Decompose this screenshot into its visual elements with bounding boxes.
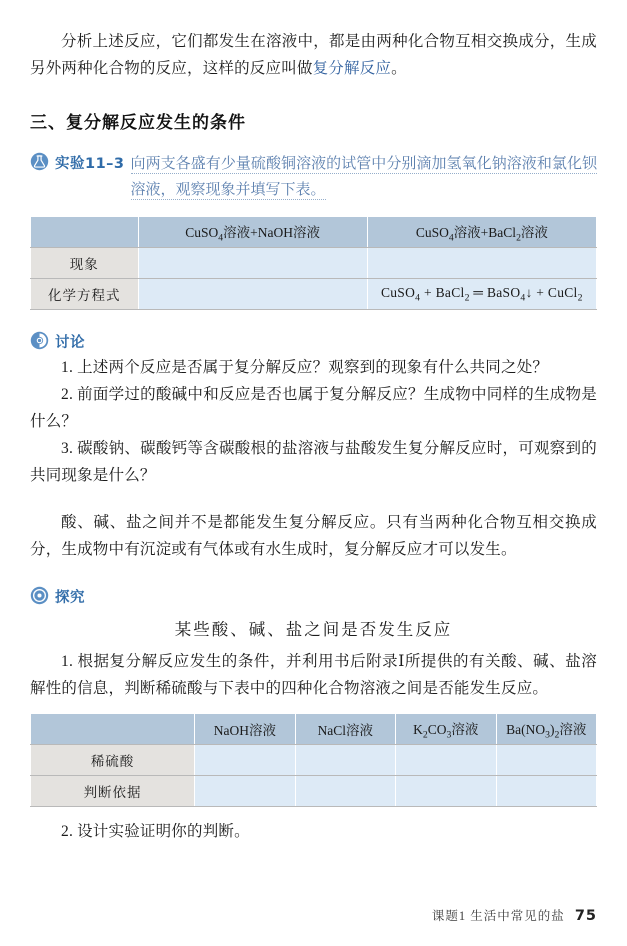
inquiry-table [30,713,597,807]
flask-icon [30,152,49,171]
table1-row0-label: 现象 [31,248,139,279]
table-header-row [31,217,597,248]
discussion-label: 讨论 [55,335,85,351]
inquiry-step-1: 1. 根据复分解反应发生的条件，并利用书后附录Ⅰ所提供的有关酸、碱、盐溶解性的信息，判断稀硫酸与下表中的四种化合物溶液之间是否能发生反应。 [30,653,597,697]
experiment-block [30,149,597,203]
inquiry-step-2: 2. 设计实验证明你的判断。 [61,823,250,840]
table2-header-col3: $K_2CO_3$溶液 [396,714,496,745]
discussion-item-1: 1. 上述两个反应是否属于复分解反应？观察到的现象有什么共同之处？ [61,359,549,376]
table1-row0-cell1[interactable] [367,248,596,279]
table2-row1-cell0[interactable] [195,776,295,807]
intro-text-before: 分析上述反应，它们都发生在溶液中，都是由两种化合物互相交换成分，生成另外两种化合物的反应，这样的反应叫做 [30,33,597,77]
inquiry-title: 某些酸、碱、盐之间是否发生反应 [174,620,453,639]
conclusion-paragraph: 酸、碱、盐之间并不是都能发生复分解反应。只有当两种化合物互相交换成分，生成物中有沉淀或有气体或有水生成时，复分解反应才可以发生。 [30,514,597,558]
section-heading: 三、复分解反应发生的条件 [30,113,246,133]
keyword-metathesis-reaction: 复分解反应 [312,60,392,77]
footer-topic: 课题1 生活中常见的盐 [431,909,565,923]
intro-text-after: 。 [391,60,407,77]
table2-row0-cell0[interactable] [195,745,295,776]
table-row [31,279,597,310]
table1-header-col2: CuSO$_4$溶液+BaCl$_2$溶液 [367,217,596,248]
discussion-item-2: 2. 前面学过的酸碱中和反应是否也属于复分解反应？生成物中同样的生成物是什么？ [30,386,597,430]
table2-row0-cell3[interactable] [496,745,597,776]
table2-row1-label: 判断依据 [31,776,195,807]
table2-header-col2: NaCl溶液 [295,714,395,745]
table2-header-blank [31,714,195,745]
table-row [31,776,597,807]
table1-row1-equation[interactable]: CuSO$_4$ + BaCl$_2$ ═ BaSO$_4$↓ + CuCl$_2$ [367,279,596,310]
table2-row1-cell1[interactable] [295,776,395,807]
experiment-description: 向两支各盛有少量硫酸铜溶液的试管中分别滴加氢氧化钠溶液和氯化钡溶液，观察现象并填写下表。 [130,156,597,198]
page-footer [432,906,597,924]
inquiry-header [30,583,597,607]
table2-row1-cell3[interactable] [496,776,597,807]
discussion-header [30,328,597,352]
inquiry-table-wrapper [30,713,597,807]
table-row [31,248,597,279]
table1-header-col1: CuSO$_4$溶液+NaOH溶液 [138,217,367,248]
table2-header-col4: $Ba(NO_3)_2$溶液 [496,714,597,745]
table2-row0-label: 稀硫酸 [31,745,195,776]
experiment-table [30,216,597,310]
intro-paragraph [30,28,597,82]
experiment-table-wrapper [30,216,597,310]
table2-row0-cell2[interactable] [396,745,496,776]
inquiry-label: 探究 [55,590,85,606]
discussion-icon [30,331,49,350]
table2-header-col1: NaOH溶液 [195,714,295,745]
table1-row1-label: 化学方程式 [31,279,139,310]
target-icon [30,586,49,605]
table1-header-blank [31,217,139,248]
table-header-row [31,714,597,745]
table-row [31,745,597,776]
table1-row0-cell0[interactable] [138,248,367,279]
experiment-label: 实验11–3 [55,156,125,172]
table2-row0-cell1[interactable] [295,745,395,776]
page-number: 75 [574,908,597,924]
table1-row1-cell0[interactable] [138,279,367,310]
textbook-page [0,28,627,946]
table2-row1-cell2[interactable] [396,776,496,807]
discussion-item-3: 3. 碳酸钠、碳酸钙等含碳酸根的盐溶液与盐酸发生复分解反应时，可观察到的共同现象是什么？ [30,440,597,484]
